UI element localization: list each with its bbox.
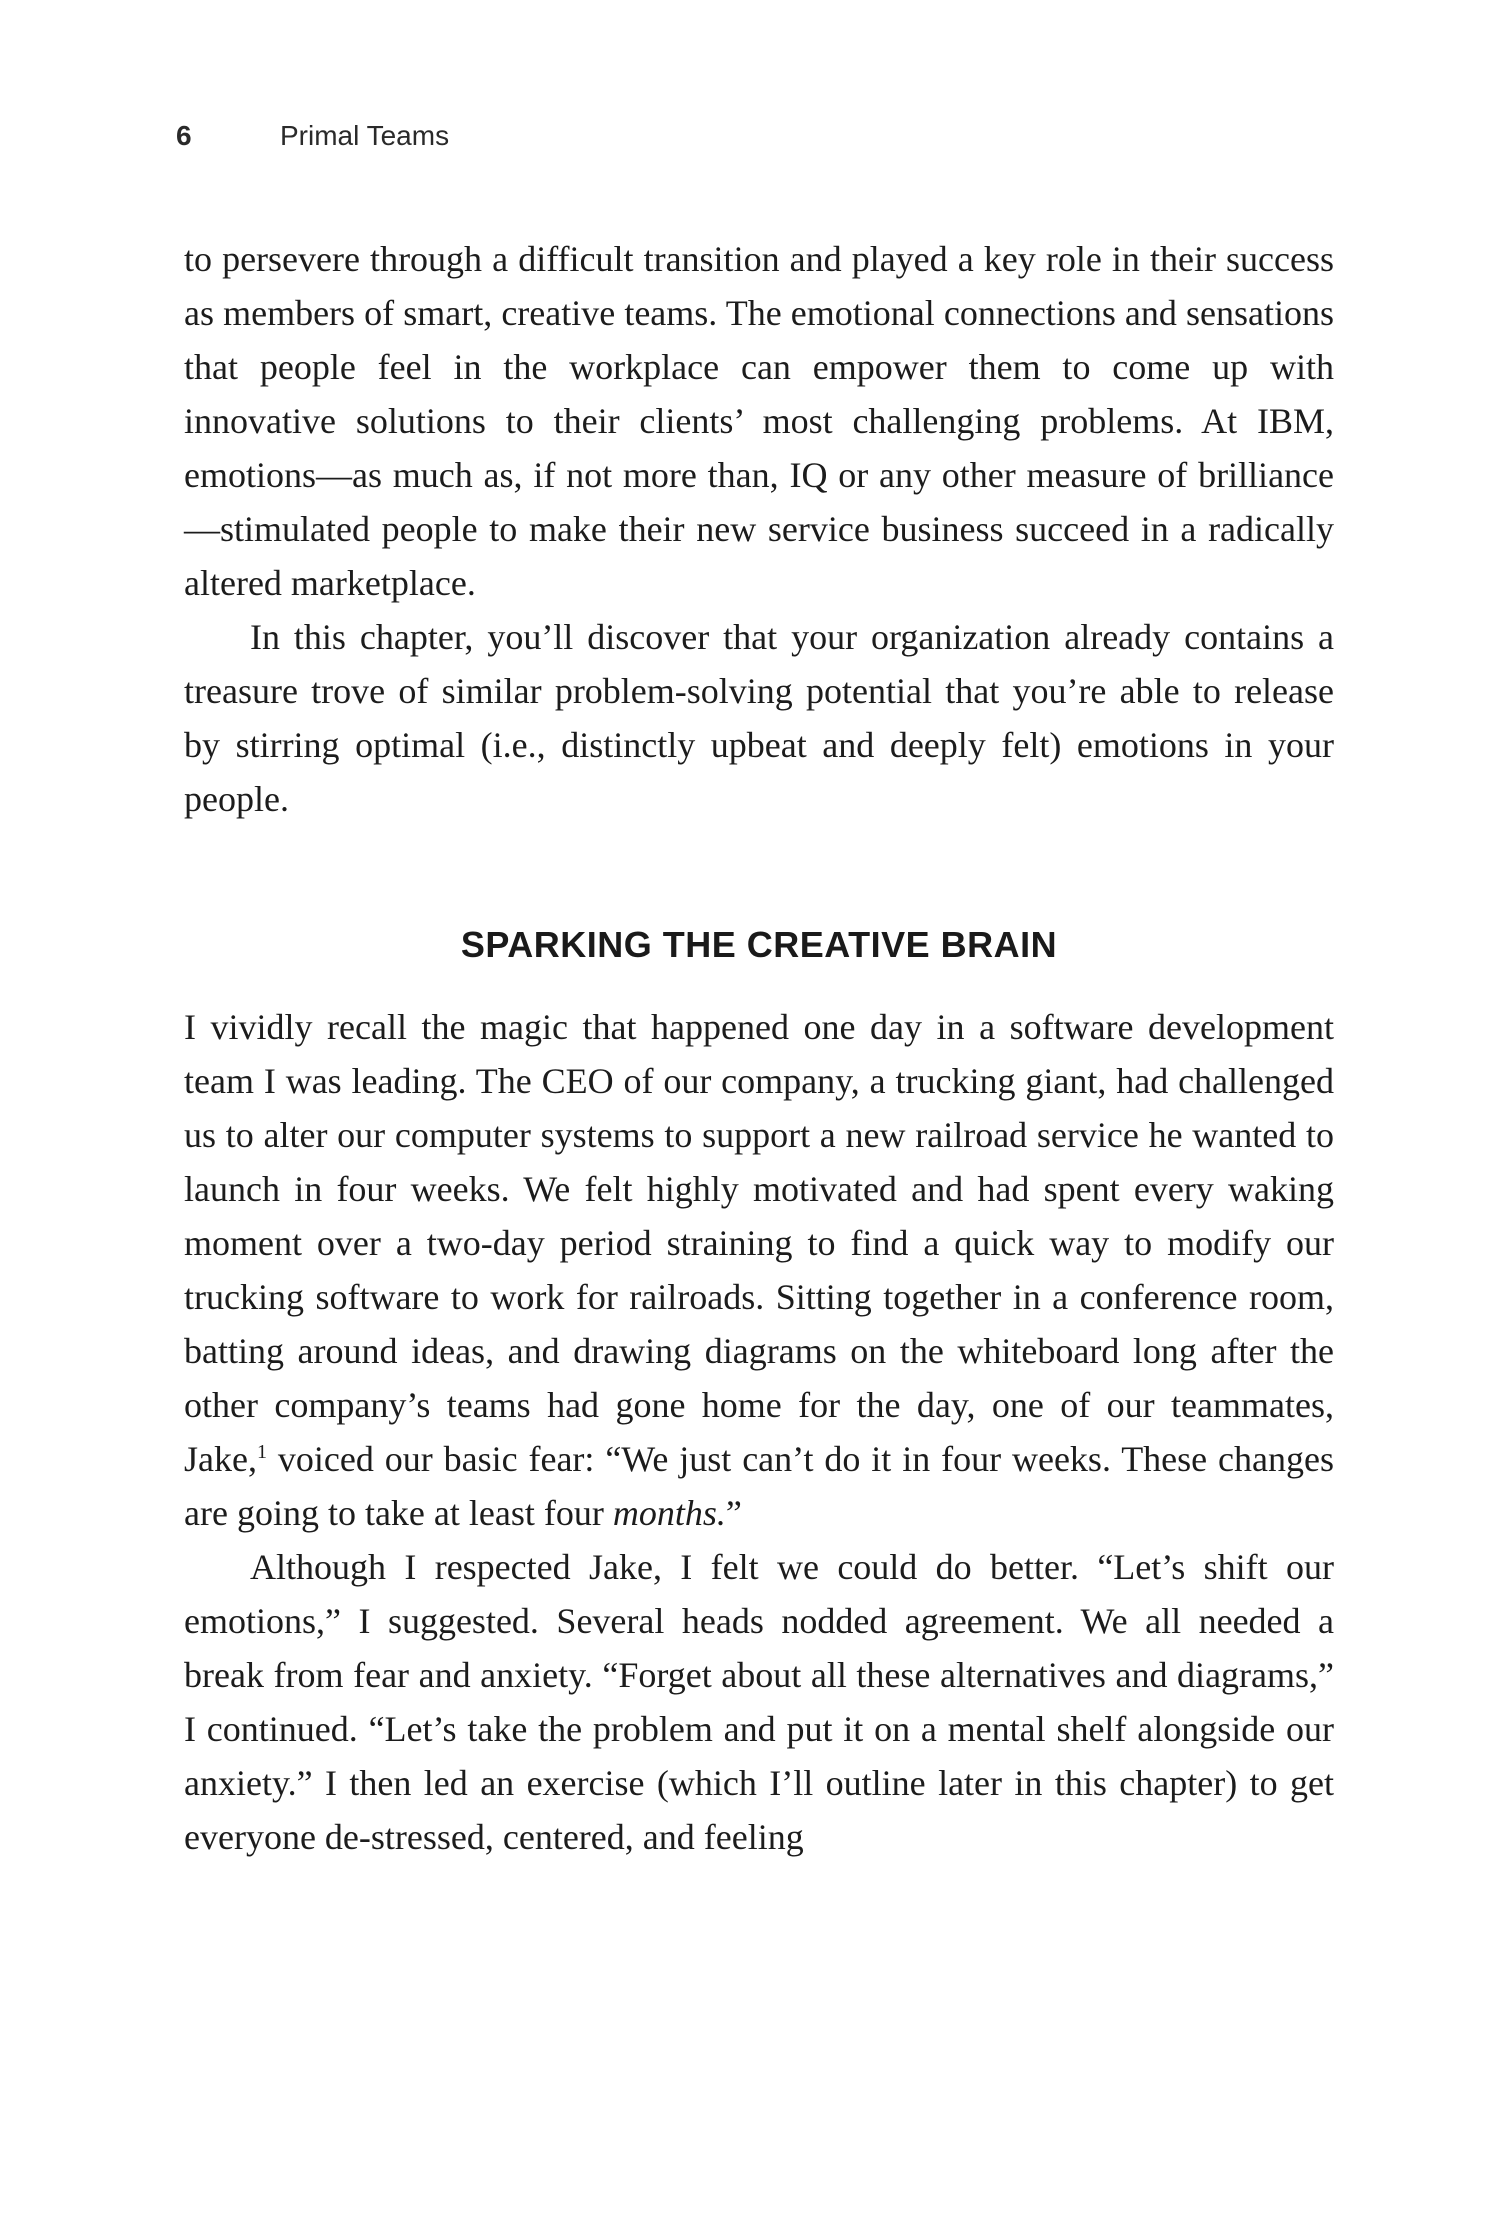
paragraph-text: I vividly recall the magic that happened one day in a software development team I was leading. The CEO of our company, a trucking giant, had challenged us to alter our computer systems to support a new railroad service he wanted to launch in four weeks. We felt highly motivated and had spent every waking moment over a two-day period straining to find a quick way to modify our trucking software to work for railroads. Sitting together in a conference room, batting around ideas, and drawing diagrams on the whiteboard long after the other company’s teams had gone home for the day, one of our teammates, Jake, — [184, 1007, 1334, 1479]
paragraph — [184, 1000, 1334, 1540]
paragraph-text: voiced our basic fear: “We just can’t do it in four weeks. These changes are going to take at least four — [184, 1439, 1334, 1533]
section-text — [184, 1000, 1334, 1864]
paragraph: to persevere through a difficult transition and played a key role in their success as members of smart, creative teams. The emotional connections and sensations that people feel in the workplace can empower them to come up with innovative solutions to their clients’ most challenging problems. At IBM, emotions—as much as, if not more than, IQ or any other measure of brilliance—stimulated people to make their new service business succeed in a radically altered marketplace. — [184, 239, 1334, 603]
section-heading: SPARKING THE CREATIVE BRAIN — [460, 924, 1058, 965]
running-header — [176, 120, 449, 152]
paragraph: Although I respected Jake, I felt we could do better. “Let’s shift our emotions,” I suggested. Several heads nodded agreement. We all needed a break from fear and anxiety. “Forget about all these alternatives and diagrams,” I continued. “Let’s take the problem and put it on a mental shelf alongside our anxiety.” I then led an exercise (which I’ll outline later in this chapter) to get everyone de-stressed, centered, and feeling — [184, 1547, 1334, 1857]
intro-text — [184, 232, 1334, 826]
page-number: 6 — [176, 120, 192, 151]
book-title: Primal Teams — [280, 120, 450, 151]
footnote-marker: 1 — [256, 1441, 267, 1463]
closing-quote: ” — [725, 1493, 742, 1533]
emphasis-text: months. — [612, 1493, 726, 1533]
paragraph: In this chapter, you’ll discover that your organization already contains a treasure trove of similar problem-solving potential that you’re able to release by stirring optimal (i.e., distinctly upbeat and deeply felt) emotions in your people. — [184, 617, 1334, 819]
